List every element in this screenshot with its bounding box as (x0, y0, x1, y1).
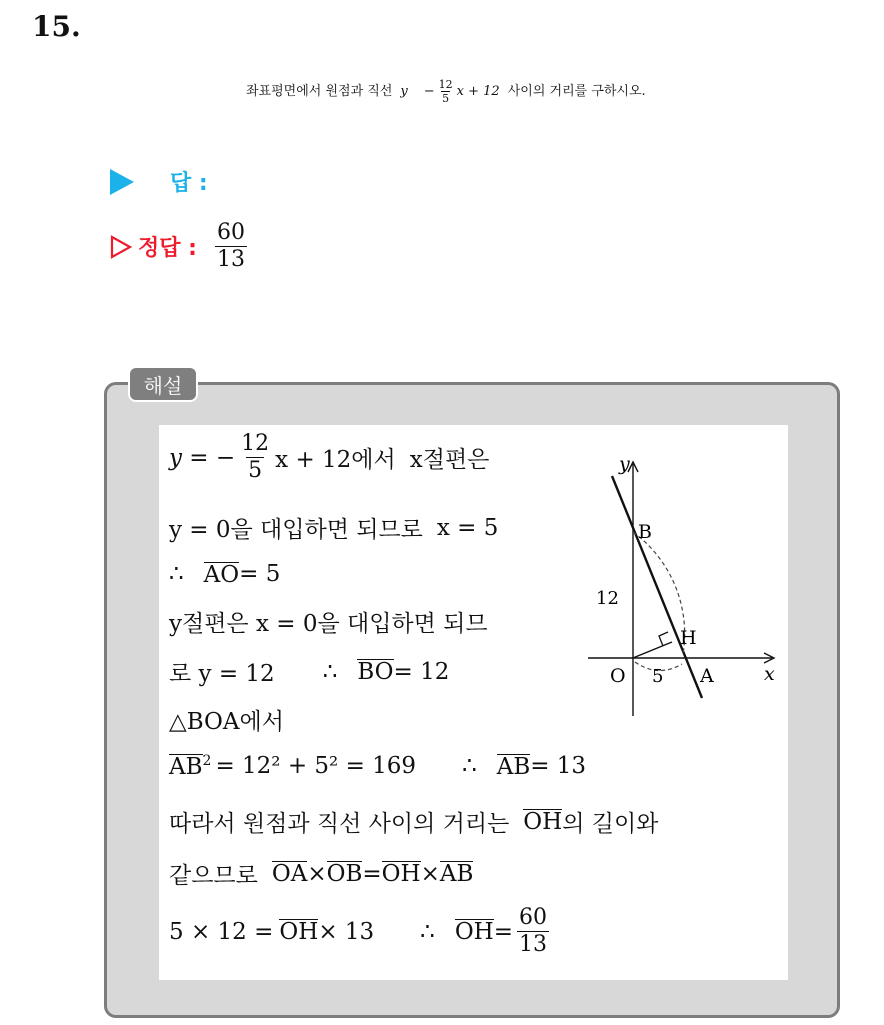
x-axis (588, 653, 774, 663)
question-frac-den: 5 (442, 92, 450, 105)
point-b-label: B (638, 521, 652, 543)
explanation-line-6 (169, 703, 284, 736)
coordinate-diagram (576, 452, 786, 724)
explanation-line-4 (169, 605, 488, 638)
segment-oh (633, 642, 672, 658)
line1-frac-num: 12 (241, 431, 270, 456)
explanation-line-7 (169, 753, 586, 779)
explanation-line-2 (169, 511, 498, 544)
question-fraction (438, 78, 454, 105)
line5-text: 로 y = 12 (169, 661, 275, 687)
line5-segment-bo: BO (357, 659, 394, 685)
line7-therefore: ∴ (462, 753, 477, 779)
line10-segment-oh-2: OH (454, 919, 494, 945)
length-5-label: 5 (652, 666, 664, 687)
correct-answer-fraction (215, 220, 247, 273)
x-axis-label: x (764, 663, 775, 685)
line1-fraction (239, 431, 271, 484)
explanation-line-3 (169, 561, 280, 587)
line8-text-end: 의 길이와 (562, 811, 659, 837)
line3-segment-ao: AO (203, 561, 240, 588)
length-12-label: 12 (596, 588, 619, 609)
play-triangle-icon (110, 169, 134, 195)
explanation-line-5 (169, 655, 449, 688)
line5-therefore: ∴ (322, 658, 338, 685)
explanation-tab: 해설 (128, 366, 198, 402)
line8-text: 따라서 원점과 직선 사이의 거리는 (169, 811, 510, 837)
correct-answer-label: 정답 : (138, 236, 197, 261)
line10-equals: = (493, 918, 514, 945)
question-minus: − (423, 83, 435, 99)
line10-fraction (517, 905, 549, 958)
correct-answer-row (110, 220, 247, 273)
answer-label: 답 : (170, 171, 208, 196)
point-o-label: O (610, 665, 626, 687)
line9-text: 같으므로 (169, 863, 258, 889)
point-a-label: A (700, 665, 714, 687)
line5-value: = 12 (393, 658, 450, 685)
line10-frac-num: 60 (519, 905, 548, 930)
line10-frac-den: 13 (519, 932, 548, 957)
question-text-before: 좌표평면에서 원점과 직선 (246, 83, 393, 99)
line7-calculation: = 12² + 5² = 169 (215, 753, 417, 779)
line7-segment-ab: AB (169, 753, 203, 780)
y-axis-label: y (619, 453, 630, 475)
line8-segment-oh: OH (523, 809, 563, 835)
correct-answer-den: 13 (216, 247, 245, 272)
line4-text: y절편은 x = 0을 대입하면 되므 (169, 611, 488, 637)
line10-therefore: ∴ (420, 918, 435, 945)
explanation-line-10 (169, 905, 553, 958)
question-var-y: y (400, 83, 408, 99)
line6-text: △BOA에서 (169, 709, 284, 735)
answer-row (110, 166, 208, 197)
explanation-line-1 (169, 431, 489, 484)
line7-exponent: 2 (202, 753, 212, 769)
line9-segment-ob: OB (326, 861, 363, 887)
line9-times-1: × (307, 860, 327, 887)
line7-value: = 13 (530, 753, 587, 779)
line2-result: x = 5 (436, 514, 499, 541)
line1-equation-start: y = − (169, 444, 236, 471)
outline-triangle-icon (110, 235, 132, 259)
line9-segment-oh: OH (381, 861, 421, 887)
line1-equation-end: x + 12에서 (275, 447, 396, 473)
line9-segment-ab: AB (439, 861, 474, 887)
question-number: 15. (32, 10, 81, 43)
line3-value: = 5 (239, 561, 281, 587)
line3-therefore: ∴ (169, 561, 184, 587)
line10-calculation: 5 × 12 = (169, 918, 274, 945)
question-text-after: 사이의 거리를 구하시오. (507, 83, 646, 99)
correct-answer-num: 60 (216, 220, 245, 245)
line1-x-intercept: x절편은 (409, 447, 490, 473)
line10-times: × 13 (318, 918, 375, 945)
explanation-line-9 (169, 857, 473, 890)
line9-segment-oa: OA (271, 861, 308, 887)
line9-equals: = (362, 860, 382, 887)
point-h-label: H (680, 627, 697, 649)
line2-text: y = 0을 대입하면 되므로 (169, 517, 423, 543)
line7-segment-ab-2: AB (496, 753, 531, 780)
explanation-line-8 (169, 805, 658, 838)
question-text (246, 78, 646, 105)
y-axis (628, 462, 638, 716)
question-frac-num: 12 (438, 78, 453, 91)
line1-frac-den: 5 (248, 458, 263, 483)
line9-times-2: × (420, 860, 440, 887)
line10-segment-oh: OH (279, 919, 319, 945)
question-text-mid: x + 12 (456, 83, 500, 99)
